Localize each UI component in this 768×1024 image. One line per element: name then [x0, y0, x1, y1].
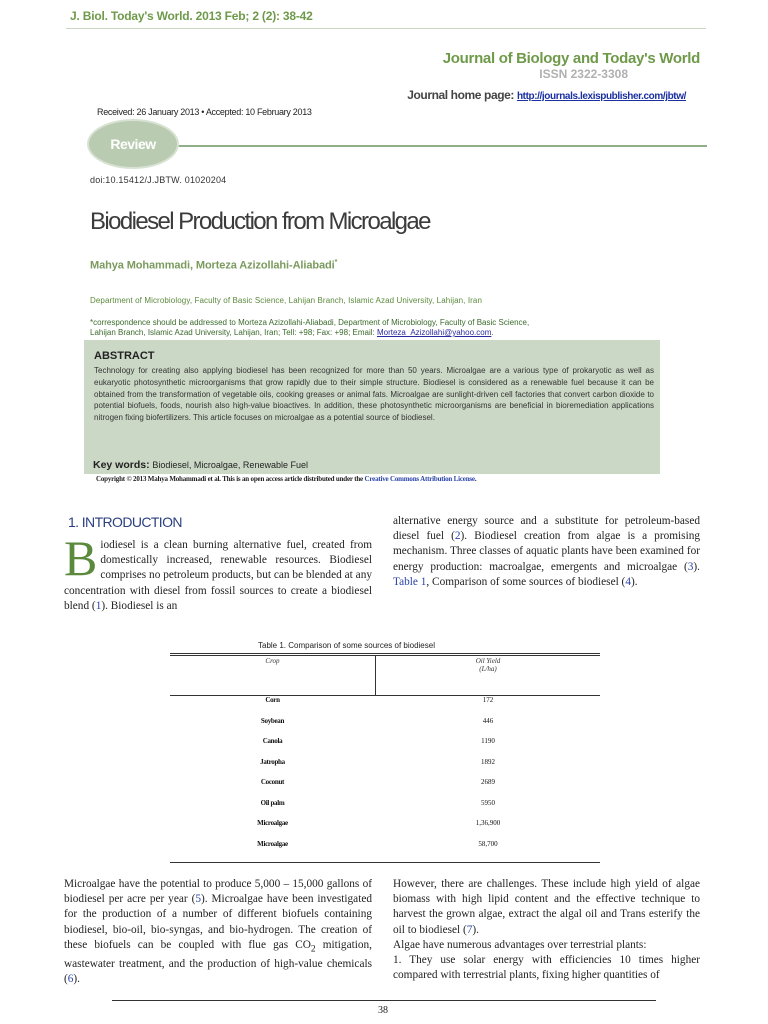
reference-link-5[interactable]: 5	[195, 893, 201, 906]
table-bottom-rule	[170, 862, 600, 863]
review-divider	[160, 145, 707, 147]
table-cell-crop: Soybean	[260, 716, 285, 725]
body-text-right-2: Algae have numerous advantages over terrestrial plants:	[393, 938, 647, 951]
table-cell-oil-yield: 1,36,900	[475, 819, 501, 827]
body-text-left-b: ). Microalgae have been investigated for the production of a number of different biofuels containing biodiesel, bio-oil, bio-syngas, and bio-hydrogen. The creation of these biofuels can be coupled with flue gas CO	[64, 893, 372, 951]
copyright-end: .	[474, 475, 477, 483]
abstract-heading: ABSTRACT	[94, 350, 155, 362]
intro-text-2b: ). Biodiesel creation from algae is a promising mechanism. Three classes of aquatic plants have been examined for energy production: macroalgae, emergents and microalgae (	[393, 530, 700, 573]
keywords	[93, 459, 308, 471]
table-cell-crop: Canola	[262, 737, 283, 745]
reference-link-4[interactable]: 4	[625, 575, 631, 588]
table-cell-oil-yield: 446	[482, 716, 494, 725]
table-top-rule-2	[170, 655, 600, 656]
table-cell-crop: Microalgae	[257, 839, 288, 848]
keywords-label: Key words:	[93, 459, 150, 471]
doi[interactable]: doi:10.15412/J.JBTW. 01020204	[90, 175, 227, 185]
body-text-right-a: However, there are challenges. These include high yield of algae biomass with high lipid content and the effective technique to harvest the grown algae, extract the algal oil and Trans esterify the oil to biodiesel (	[393, 878, 700, 936]
table-header-crop: Crop	[265, 657, 280, 665]
body-text-left-d: ).	[73, 973, 81, 986]
intro-text-2d: , Comparison of some sources of biodiesel (	[426, 575, 626, 588]
oil-yield-unit: (L/ha)	[479, 665, 497, 673]
intro-text-2a: alternative energy source and a substitute for petroleum-based diesel fuel (	[393, 515, 700, 543]
page-number: 38	[378, 1005, 388, 1016]
co2-subscript: 2	[310, 944, 316, 955]
table-cell-crop: Oil palm	[260, 798, 285, 807]
body-paragraph-right	[393, 877, 700, 983]
received-accepted-dates: Received: 26 January 2013 • Accepted: 10 February 2013	[97, 107, 312, 117]
table-cell-crop: Jatropha	[260, 757, 285, 766]
table-cell-oil-yield: 2689	[481, 778, 495, 786]
table-cell-oil-yield: 1190	[481, 737, 495, 745]
table-cell-crop: Coconut	[260, 778, 285, 786]
keywords-values: Biodiesel, Microalgae, Renewable Fuel	[152, 460, 308, 470]
license-link[interactable]: Creative Commons Attribution License	[364, 475, 475, 483]
homepage-link[interactable]: http://journals.lexispublisher.com/jbtw/	[516, 91, 686, 102]
reference-link-1[interactable]: 1	[95, 599, 102, 612]
header-divider	[66, 28, 706, 29]
journal-name: Journal of Biology and Today's World	[442, 50, 700, 67]
table-cell-oil-yield: 1892	[481, 757, 495, 766]
authors	[90, 259, 337, 272]
correspondence-email[interactable]: Morteza_Azizollahi@yahoo.com	[376, 328, 492, 337]
issn: ISSN 2322-3308	[539, 67, 628, 81]
correspondence-line-1: *correspondence should be addressed to Morteza Azizollahi-Aliabadi, Department of Microbiology, Faculty of Basic Science,	[90, 318, 530, 327]
intro-text-2c: ).	[693, 560, 700, 573]
correspondence-end: .	[491, 328, 494, 337]
reference-link-7[interactable]: 7	[466, 923, 473, 936]
intro-paragraph-left	[64, 530, 372, 614]
body-text-right-3: 1. They use solar energy with efficiencies 10 times higher compared with terrestrial plants, fixing higher quantities of	[393, 954, 700, 982]
correspondence-text: Lahijan Branch, Islamic Azad University, Lahijan, Iran; Tell: +98; Fax: +98; Email:	[90, 328, 377, 337]
abstract-text: Technology for creating also applying biodiesel has been recognized for more than 50 years. Microalgae are a various type of prokaryotic as well as eukaryotic photosynthetic microorganisms that grow rapidly due to their simple structure. Biodiesel is considered as a renewable fuel because it can be obtained from the transformation of vegetable oils, cooking greases or animal fats. Microalgae are sunlight-driven cell factories that convert carbon dioxide to potential biofuels, foods, nourish also high-value bioactives. In addition, these photosynthetic microorganisms are beneficial in bioremediation applications nitrogen fixing biofertilizers. This article focuses on microalgae as a potential source of biodiesel.	[94, 366, 654, 423]
table-cell-oil-yield: 5950	[481, 798, 495, 807]
reference-link-6[interactable]: 6	[67, 973, 74, 986]
body-text-right-1	[393, 877, 700, 938]
table-cell-crop: Corn	[265, 696, 280, 704]
table-1-link[interactable]: Table 1	[393, 575, 427, 588]
intro-paragraph-right	[393, 514, 700, 590]
body-text-left-a: Microalgae have the potential to produce 5,000 – 15,000 gallons of biodiesel per acre per year (	[64, 878, 372, 906]
reference-link-3[interactable]: 3	[687, 560, 694, 573]
table-header-oil-yield	[376, 657, 600, 673]
section-heading-introduction: 1. INTRODUCTION	[68, 514, 182, 530]
table-cell-oil-yield: 172	[482, 696, 494, 704]
copyright-text: Copyright © 2013 Mahya Mohammadi et al. This is an open access article distributed under the	[96, 475, 365, 483]
table-cell-crop: Microalgae	[257, 819, 288, 827]
table-cell-oil-yield: 58,700	[478, 839, 498, 848]
body-text-left-c: mitigation, wastewater treatment, and the production of high-value chemicals (	[64, 938, 372, 986]
table-top-rule	[170, 653, 600, 654]
affiliation: Department of Microbiology, Faculty of Basic Science, Lahijan Branch, Islamic Azad University, Lahijan, Iran	[90, 296, 483, 305]
oil-yield-label: Oil Yield	[475, 657, 501, 665]
intro-text-2e: ).	[630, 575, 638, 588]
journal-homepage	[407, 88, 686, 102]
footer-rule	[112, 1000, 656, 1001]
homepage-label: Journal home page:	[407, 88, 515, 102]
reference-link-2[interactable]: 2	[454, 530, 461, 543]
article-type-badge: Review	[87, 119, 179, 169]
corresponding-mark: *	[334, 259, 338, 266]
table-caption: Table 1. Comparison of some sources of biodiesel	[258, 641, 435, 650]
intro-text-1-end: ). Biodiesel is an	[101, 599, 178, 612]
intro-text-1: iodiesel is a clean burning alternative fuel, created from domestically increased, renewable resources. Biodiesel comprises no petroleum products, but can be blended at any concentration with diesel from fossil sources to create a biodiesel blend (	[64, 539, 372, 612]
running-head: J. Biol. Today's World. 2013 Feb; 2 (2): 38-42	[70, 9, 313, 23]
correspondence-line-2	[90, 328, 650, 338]
correspondence	[90, 318, 650, 338]
drop-cap: B	[64, 530, 98, 586]
author-names: Mahya Mohammadi, Morteza Azizollahi-Aliabadi	[90, 259, 335, 272]
body-text-right-b: ).	[472, 923, 479, 936]
copyright-notice	[96, 475, 476, 483]
body-paragraph-left	[64, 877, 372, 988]
article-title: Biodiesel Production from Microalgae	[90, 208, 430, 235]
